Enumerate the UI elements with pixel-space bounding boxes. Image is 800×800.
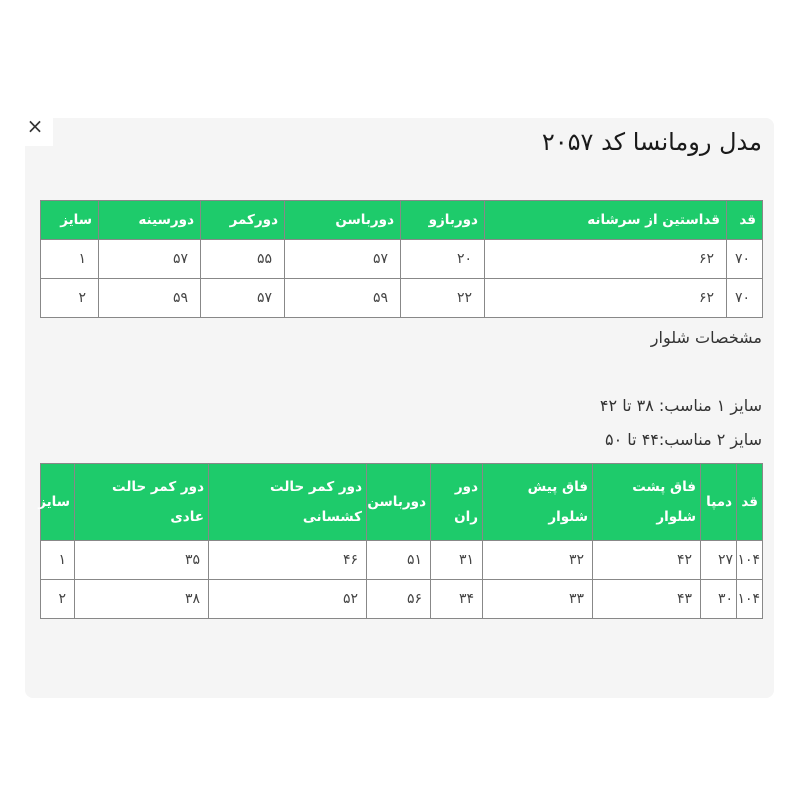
table-row bbox=[41, 580, 763, 619]
table-cell: ۵۷ bbox=[201, 279, 285, 318]
table-cell: ۵۹ bbox=[285, 279, 401, 318]
size-table-pants bbox=[40, 463, 763, 619]
pants-specs-label: مشخصات شلوار bbox=[650, 328, 762, 347]
table-cell: ۶۲ bbox=[485, 240, 727, 279]
table-header-row bbox=[41, 201, 763, 240]
table-cell: ۳۵ bbox=[75, 541, 209, 580]
header-cell: فاق پشت شلوار bbox=[593, 464, 701, 541]
table-cell: ۳۱ bbox=[431, 541, 483, 580]
table-cell: ۴۲ bbox=[593, 541, 701, 580]
table-cell: ۵۶ bbox=[367, 580, 431, 619]
table-cell: ۳۸ bbox=[75, 580, 209, 619]
table-cell: ۴۶ bbox=[209, 541, 367, 580]
table-cell: ۱ bbox=[41, 240, 99, 279]
table-cell: ۳۲ bbox=[483, 541, 593, 580]
table-row bbox=[41, 541, 763, 580]
modal-title: مدل رومانسا کد ۲۰۵۷ bbox=[541, 128, 762, 156]
table-cell: ۱۰۴ bbox=[737, 580, 763, 619]
header-cell: دورباسن bbox=[285, 201, 401, 240]
header-cell: دورباسن bbox=[367, 464, 431, 541]
table-cell: ۲۰ bbox=[401, 240, 485, 279]
header-cell: دورکمر bbox=[201, 201, 285, 240]
table-cell: ۷۰ bbox=[727, 279, 763, 318]
table-cell: ۴۳ bbox=[593, 580, 701, 619]
table-cell: ۷۰ bbox=[727, 240, 763, 279]
table-cell: ۳۰ bbox=[701, 580, 737, 619]
header-cell: سایز bbox=[41, 201, 99, 240]
header-cell: دور کمر حالت عادی bbox=[75, 464, 209, 541]
header-cell: قداستین از سرشانه bbox=[485, 201, 727, 240]
table-cell: ۵۱ bbox=[367, 541, 431, 580]
table-cell: ۵۵ bbox=[201, 240, 285, 279]
table-cell: ۲ bbox=[41, 580, 75, 619]
table-cell: ۱۰۴ bbox=[737, 541, 763, 580]
header-cell: فاق پیش شلوار bbox=[483, 464, 593, 541]
header-cell: دور ران bbox=[431, 464, 483, 541]
table-cell: ۳۴ bbox=[431, 580, 483, 619]
table-cell: ۳۳ bbox=[483, 580, 593, 619]
size-note: سایز ۲ مناسب:۴۴ تا ۵۰ bbox=[605, 430, 762, 449]
header-cell: سایز bbox=[41, 464, 75, 541]
header-cell: دورسینه bbox=[99, 201, 201, 240]
header-cell: قد bbox=[737, 464, 763, 541]
table-row bbox=[41, 240, 763, 279]
table-cell: ۵۹ bbox=[99, 279, 201, 318]
close-icon: × bbox=[26, 114, 44, 138]
header-cell: قد bbox=[727, 201, 763, 240]
header-cell: دوربازو bbox=[401, 201, 485, 240]
table-cell: ۱ bbox=[41, 541, 75, 580]
table-cell: ۲۲ bbox=[401, 279, 485, 318]
header-cell: دور کمر حالت کشسانی bbox=[209, 464, 367, 541]
size-note: سایز ۱ مناسب: ۳۸ تا ۴۲ bbox=[599, 396, 762, 415]
close-button[interactable] bbox=[17, 112, 53, 146]
table-cell: ۶۲ bbox=[485, 279, 727, 318]
table-cell: ۵۲ bbox=[209, 580, 367, 619]
table-header-row bbox=[41, 464, 763, 541]
table-cell: ۵۷ bbox=[285, 240, 401, 279]
size-table-top bbox=[40, 200, 763, 318]
table-cell: ۲۷ bbox=[701, 541, 737, 580]
header-cell: دمپا bbox=[701, 464, 737, 541]
table-cell: ۲ bbox=[41, 279, 99, 318]
table-row bbox=[41, 279, 763, 318]
table-cell: ۵۷ bbox=[99, 240, 201, 279]
